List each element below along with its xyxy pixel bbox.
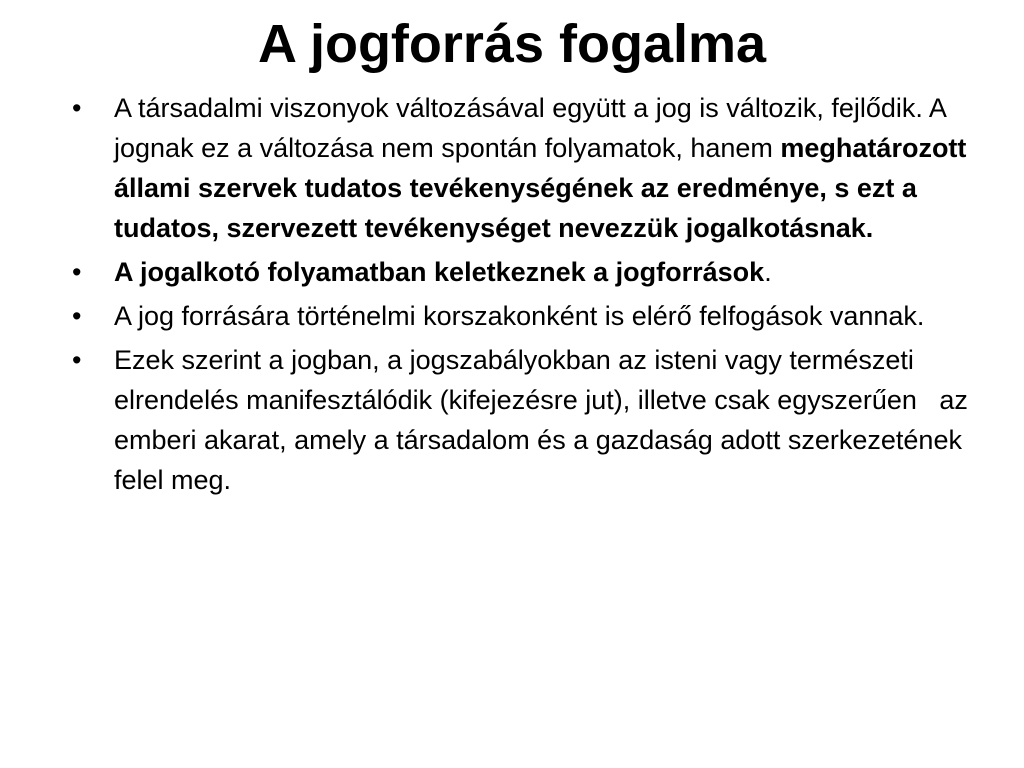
bullet-item <box>72 296 972 336</box>
bullet-item <box>72 88 972 248</box>
bullet-text-bold-segment: A jogalkotó folyamatban keletkeznek a jogforrások <box>114 257 765 287</box>
bullet-text <box>114 345 975 495</box>
bullet-icon: • <box>72 301 82 331</box>
bullet-icon: • <box>72 93 82 123</box>
bullet-icon: • <box>72 257 82 287</box>
slide-title: A jogforrás fogalma <box>257 14 767 74</box>
bullet-text-segment: A jog forrására történelmi korszakonként is elérő felfogások vannak. <box>114 301 925 331</box>
bullet-text-bold-segment: meghatározott állami szervek tudatos tevékenységének az eredménye, s ezt a tudatos, szervezett tevékenységet nevezzük jogalkotásnak. <box>114 133 967 243</box>
bullet-text <box>114 93 966 243</box>
bullet-item <box>72 252 972 292</box>
bullet-text-segment: A társadalmi viszonyok változásával együtt a jog is változik, fejlődik. A jognak ez a változása nem spontán folyamatok, hanem <box>114 93 946 163</box>
bullet-list <box>72 88 976 504</box>
bullet-text <box>114 301 924 331</box>
bullet-text-segment: Ezek szerint a jogban, a jogszabályokban az isteni vagy természeti elrendelés manifesztálódik (kifejezésre jut), illetve csak egyszerűen az emberi akarat, amely a társadalom és a gazdaság adott szerkezetének felel meg. <box>114 345 976 495</box>
bullet-text-segment: . <box>764 257 772 287</box>
bullet-text <box>114 257 772 287</box>
bullet-item <box>72 340 976 500</box>
bullet-icon: • <box>72 345 82 375</box>
